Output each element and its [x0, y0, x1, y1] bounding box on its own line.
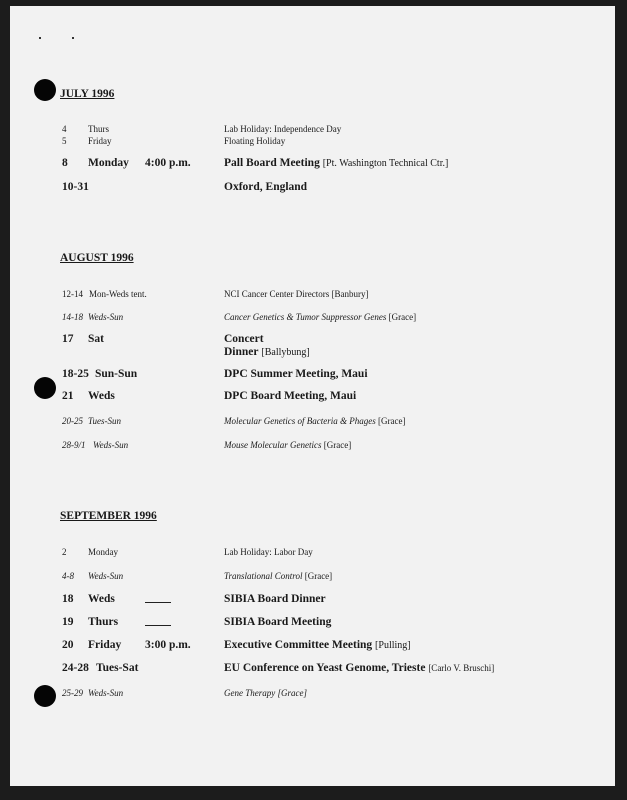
punch-hole-top [34, 79, 56, 101]
location: [Pulling] [375, 640, 411, 651]
date: 12-14 [62, 289, 83, 299]
day: Weds [88, 593, 115, 605]
date: 20 [62, 639, 74, 651]
date: 14-18 [62, 312, 83, 322]
event: Concert [224, 333, 264, 345]
date: 4 [62, 124, 67, 134]
schedule-row [10, 571, 615, 587]
day: Tues-Sun [88, 416, 122, 426]
date: 19 [62, 616, 74, 628]
date: 21 [62, 390, 74, 402]
day: Monday [88, 157, 129, 169]
event: DPC Summer Meeting, Maui [224, 368, 368, 380]
date: 4-8 [62, 571, 74, 581]
date: 20-25 [62, 416, 83, 426]
schedule-row [10, 593, 615, 609]
schedule-row [10, 688, 615, 704]
day: Friday [88, 136, 112, 146]
schedule-row [10, 289, 615, 305]
date: 17 [62, 333, 74, 345]
event: Floating Holiday [224, 136, 286, 146]
schedule-row [10, 333, 615, 363]
date: 18 [62, 593, 74, 605]
event: NCI Cancer Center Directors [224, 289, 330, 299]
schedule-row [10, 639, 615, 655]
event: EU Conference on Yeast Genome, Trieste [224, 662, 426, 674]
location: [Grace] [377, 416, 406, 426]
day: Sat [88, 333, 104, 345]
month-heading-august: AUGUST 1996 [60, 252, 134, 264]
date: 10-31 [62, 181, 89, 193]
day: Tues-Sat [96, 662, 139, 674]
location: [Ballybung] [261, 347, 310, 358]
day: Weds-Sun [88, 312, 124, 322]
location: [Grace] [323, 440, 352, 450]
day: Sun-Sun [95, 368, 138, 380]
event: Translational Control [224, 571, 303, 581]
event-line-2: Dinner [224, 346, 259, 358]
schedule-row [10, 416, 615, 432]
location: [Grace] [388, 312, 417, 322]
month-heading-september: SEPTEMBER 1996 [60, 510, 157, 522]
day: Weds-Sun [93, 440, 129, 450]
schedule-row [10, 136, 615, 152]
event: Cancer Genetics & Tumor Suppressor Genes [224, 312, 387, 322]
event: Pall Board Meeting [224, 157, 320, 169]
blank-line [145, 593, 171, 603]
schedule-row [10, 181, 615, 197]
date: 18-25 [62, 368, 89, 380]
schedule-row [10, 390, 615, 406]
event: Oxford, England [224, 181, 308, 193]
time: 3:00 p.m. [145, 639, 191, 651]
date: 5 [62, 136, 67, 146]
event: Lab Holiday: Labor Day [224, 547, 313, 557]
date: 2 [62, 547, 67, 557]
location: [Grace] [304, 571, 333, 581]
event: DPC Board Meeting, Maui [224, 390, 357, 402]
day: Thurs [88, 124, 109, 134]
day: Monday [88, 547, 118, 557]
event: Gene Therapy [224, 688, 276, 698]
blank-line [145, 616, 171, 626]
schedule-row [10, 662, 615, 678]
month-heading-july: JULY 1996 [60, 88, 115, 100]
time: 4:00 p.m. [145, 157, 191, 169]
event: Lab Holiday: Independence Day [224, 124, 342, 134]
location: [Carlo V. Bruschi] [428, 663, 495, 673]
date: 8 [62, 157, 68, 169]
event: Mouse Molecular Genetics [224, 440, 322, 450]
document-page [10, 6, 615, 786]
event: SIBIA Board Meeting [224, 616, 332, 628]
day: Weds-Sun [88, 571, 124, 581]
day: Weds [88, 390, 115, 402]
event: Executive Committee Meeting [224, 639, 373, 651]
speck-mark [39, 37, 41, 39]
location: [Grace] [277, 688, 307, 698]
date: 25-29 [62, 688, 83, 698]
day: Mon-Weds tent. [89, 289, 147, 299]
schedule-row [10, 312, 615, 328]
schedule-row [10, 368, 615, 384]
day: Thurs [88, 616, 119, 628]
schedule-row [10, 616, 615, 632]
schedule-row [10, 157, 615, 173]
date: 28-9/1 [62, 440, 86, 450]
event: Molecular Genetics of Bacteria & Phages [224, 416, 376, 426]
day: Weds-Sun [88, 688, 124, 698]
date: 24-28 [62, 662, 89, 674]
location: [Pt. Washington Technical Ctr.] [322, 158, 449, 169]
speck-mark [72, 37, 74, 39]
event: SIBIA Board Dinner [224, 593, 326, 605]
location: [Banbury] [331, 289, 369, 299]
day: Friday [88, 639, 122, 651]
schedule-row [10, 547, 615, 563]
schedule-row [10, 440, 615, 456]
